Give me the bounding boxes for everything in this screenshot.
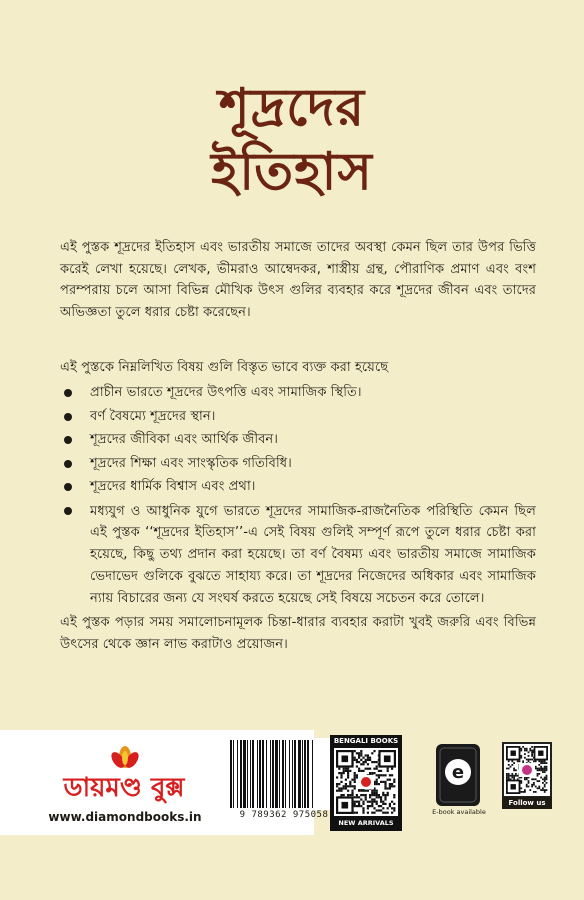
publisher-name: ডায়মণ্ড বুক্স	[63, 773, 185, 803]
list-item: শূদ্রদের শিক্ষা এবং সাংস্কৃতিক গতিবিধি।	[60, 452, 536, 476]
list-item: শূদ্রদের ধার্মিক বিশ্বাস এবং প্রথা।	[60, 475, 536, 499]
closing-paragraph: এই পুস্তক পড়ার সময় সমালোচনামূলক চিন্তা-ধারার ব্যবহার করাটা খুবই জরুরি এবং বিভিন্ন উৎসের থেকে জ্ঞান লাভ করাটাও প্রয়োজন।	[60, 615, 536, 652]
list-item: শূদ্রদের জীবিকা এবং আর্থিক জীবন।	[60, 428, 536, 452]
qr-bottom-label: NEW ARRIVALS	[338, 819, 394, 827]
book-title-line-1: শূদ্রদের	[218, 78, 366, 138]
intro-paragraph: এই পুস্তক শূদ্রদের ইতিহাস এবং ভারতীয় সমাজে তাদের অবস্থা কেমন ছিল তার উপর ভিত্তি করেই লেখা হয়েছে। লেখক, ভীমরাও আম্বেদকর, শাস্ত্রীয় গ্রন্থ, পৌরাণিক প্রমাণ এবং বংশ পরম্পরায় চলে আসা বিভিন্ন মৌখিক উৎস গুলির ব্যবহার করে শূদ্রদের জীবন এবং তাদের অভিজ্ঞতা তুলে ধরার চেষ্টা করেছেন।	[60, 240, 536, 321]
ebook-label: E-book available	[432, 808, 486, 816]
list-item: প্রাচীন ভারতে শূদ্রদের উৎপত্তি এবং সামাজিক স্থিতি।	[60, 381, 536, 405]
qr-code-icon	[334, 748, 398, 816]
follow-qr-icon	[502, 742, 552, 798]
topics-lead: এই পুস্তকে নিম্নলিখিত বিষয় গুলি বিস্তৃত ভাবে ব্যক্ত করা হয়েছে	[60, 360, 389, 375]
bullet-icon	[64, 436, 72, 444]
barcode-icon	[228, 738, 340, 810]
publisher-panel	[0, 730, 329, 835]
list-item: বর্ণ বৈষম্যে শূদ্রদের স্থান।	[60, 405, 536, 429]
follow-us-label: Follow us	[502, 797, 552, 809]
list-item: মধ্যযুগ ও আধুনিক যুগে ভারতে শূদ্রদের সামাজিক-রাজনৈতিক পরিস্থিতি কেমন ছিল এই পুস্তক ‘‘শূদ্রদের ইতিহাস’’-এ সেই বিষয় গুলিই সম্পূর্ণ রূপে তুলে ধরার চেষ্টা করা হয়েছে, কিছু তথ্য প্রদান করা হয়েছে। তা বর্ণ বৈষম্য এবং ভারতীয় সমাজে সামাজিক ভেদাভেদ গুলিকে বুঝতে সাহায্য করে। তা শূদ্রদের নিজেদের অধিকার এবং সামাজিক ন্যায় বিচারের জন্য যে সংঘর্ষ করতে হয়েছে সেই বিষয়ে সচেতন করে তোলে।	[60, 501, 536, 610]
publisher-website: www.diamondbooks.in	[48, 810, 202, 824]
isbn-barcode	[228, 738, 340, 828]
book-title-line-2: ইতিহাস	[211, 142, 373, 202]
bullet-icon	[64, 413, 72, 421]
bullet-icon	[64, 460, 72, 468]
bullet-icon	[64, 507, 72, 515]
bengali-books-qr	[330, 735, 402, 831]
isbn-number: 9 789362 975058	[239, 810, 329, 820]
back-cover-footer	[0, 730, 584, 835]
bullet-icon	[64, 483, 72, 491]
qr-top-label: BENGALI BOOKS	[333, 737, 399, 745]
bullet-icon	[64, 389, 72, 397]
svg-text:e: e	[451, 762, 465, 783]
topics-list	[60, 381, 536, 609]
